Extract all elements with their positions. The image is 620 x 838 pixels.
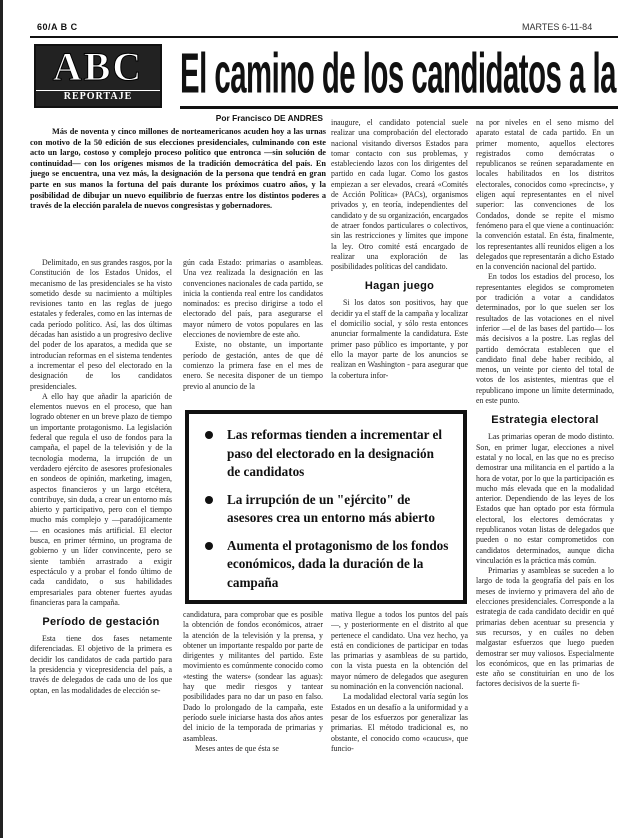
subheading-hagan-juego: Hagan juego [364,280,435,293]
column-3-top [331,118,468,406]
paragraph: gún cada Estado: primarias o asambleas. Una vez realizada la designación en las convenciones nacionales de cada partido, se inicia la contienda real entre los candidatos nominados: es preciso dirigirse a todo el electorado del país, para asegurarse el mayor número de votos populares en las elecciones de noviembre de este año. [183,258,323,340]
paragraph: Meses antes de que ésta se [195,743,279,753]
paragraph: Delimitado, en sus grandes rasgos, por la Constitución de los Estados Unidos, el mecanismo de las presidenciales se ha visto sometido desde su nacimiento a múltiples revisiones tanto en las reglas de juego estatales y federales, como en las internas de cada período político. Así, las dos últimas décadas han asistido a un progresivo declive del poder de los aparatos, a medida que se introducían reformas en el sistema tendentes a incrementar el peso del electorado en la designación de los candidatos presidenciales. [30,258,172,391]
logo-mark: ABC [52,44,144,89]
paragraph: inaugure, el candidato potencial suele realizar una comprobación del electorado nacional visitando diversos Estados para tomar contacto con sus problemas, y estableciendo lazos con los dirigentes del partido en cada lugar. Como los gastos empiezan a ser elevados, creará «Comités de Acción Política» (PACs), organismos privados y, en teoría, independientes del candidato y de su organización, encargados de atraer fondos particulares o colectivos, sin las restricciones y límites que impone la ley. Otro comité está encargado de realizar una exploración de las posibilidades políticas del candidato. [331,118,468,272]
paragraph: mativa llegue a todos los puntos del país—, y posteriormente en el distrito al que pertenece el candidato. Una vez hecho, ya está en condiciones de participar en todas las primarias y asambleas de su partido, con la vista puesta en la obtención del mayor número de delegados que aseguren su nominación en la convención nacional. [331,610,468,692]
subheading-estrategia: Estrategia electoral [491,414,599,427]
paragraph: La modalidad electoral varía según los Estados en un desafío a la uniformidad y a pesar de los esfuerzos por generalizar las primarias. El método tradicional es, no obstante, el conocido como «caucus», que funcio- [331,692,468,753]
subheading-gestacion: Período de gestación [42,616,160,629]
paragraph: Si los datos son positivos, hay que decidir ya el staff de la campaña y localizar el domicilio social, y sólo resta entonces anunciar formalmente la candidatura. Este primer paso público es importante, y por ello la mayor parte de los anuncios se realizan en Washington - para asegurar que la cobertura infor- [331,298,468,380]
bullet-icon [205,431,213,439]
highlight-text: Aumenta el protagonismo de los fondos económicos, dada la duración de la campaña [227,537,449,590]
highlight-item [205,426,449,482]
paragraph: En todos los estadios del proceso, los representantes elegidos se comprometen por tradición a votar a candidatos determinados, por lo que suelen ser los resultados de las votaciones en el nivel inferior —el de las bases del partido— los más decisivos a la postre. Las reglas del partido demócrata establecen que el candidato final debe haber recibido, al menos, un veinte por ciento del total de votos de los asistentes, mientras que el republicano impone un límite determinado, en este punto. [476,272,614,406]
column-1 [30,258,172,780]
highlight-item [205,537,449,593]
header-rule [30,36,618,38]
highlights-box [185,410,467,604]
paragraph: na por niveles en el seno mismo del aparato estatal de cada partido. En un primer momento, aquellos electores registrados como demócratas o republicanos se reúnen separadamente en locales habilitados en los distritos electorales, conocidos como «precincts», y eligen aquí representantes en el nivel superior: las convenciones de los Condados, donde se repite el mismo fenómeno para el que viene a continuación: la convención estatal. En ésta, finalmente, los representantes allí reunidos eligen a los delegados que representarán a dicho Estado en la convención nacional del partido. [476,118,614,272]
paragraph: A ello hay que añadir la aparición de elementos nuevos en el proceso, que han logrado obtener en un breve plazo de tiempo un importante protagonismo. La legislación federal que regula el uso de fondos para la campaña, el papel de la televisión y de la tecnología moderna, la irrupción de un verdadero ejército de asesores profesionales en sondeos de opinión, marketing, imagen, aspectos financieros y un largo etcétera, contribuye, sin duda, a crear un entorno más abierto y participativo, pero con el tiempo mucho más complejo y —paradójicamente— en ocasiones más artificial. El elector busca, en primer término, un programa de gobierno y un líder convincente, pero se siente también arrastrado a exigir espectáculo y a probar el fondo último de cada candidato, o sus habilidades empresariales para obtener fuertes ayudas financieras para la campaña. [30,391,172,607]
bullet-icon [205,496,213,504]
column-2-top [183,258,323,405]
column-3-bottom [331,610,468,780]
bullet-icon [205,542,213,550]
highlight-text: La irrupción de un "ejército" de asesores crea un entorno más abierto [227,491,435,525]
column-2-bottom [183,610,323,780]
abc-reportaje-logo [34,44,162,108]
headline: El camino de los candidatos a la [180,41,616,105]
issue-date: MARTES 6-11-84 [522,22,593,32]
headline-container [180,41,616,106]
paragraph: Esta tiene dos fases netamente diferenciadas. El objetivo de la primera es decidir los candidatos de cada partido para la presidencia y vicepresidencia del país, a través de delegados de cada uno de los que optan, en las modalidades de elección se- [30,634,172,695]
paragraph: Primarias y asambleas se suceden a lo largo de toda la geografía del país en los meses de invierno y primavera del año de elecciones presidenciales. Corresponde a la estrategia de cada candidato decidir en qué primarias deben acentuar su presencia y sus recursos, y en cuáles no deben malgastar esfuerzos que luego pueden demostrar ser muy valiosos. Especialmente los económicos, que en las primarias de este año se constituirían en uno de los factores decisivos de la suerte fi- [476,566,614,689]
headline-rule [180,106,618,109]
byline: Por Francisco DE ANDRES [215,113,323,123]
paragraph: candidatura, para comprobar que es posible la obtención de fondos económicos, atraer la atención de la televisión y la prensa, y obtener un importante respaldo por parte de dirigentes y militantes del partido. Este movimiento es comúnmente conocido como «testing the waters» (sondear las aguas): hay que medir riesgos y tantear posibilidades para no dar un paso en falso. Dado lo prolongado de la campaña, este período suele iniciarse hasta dos años antes del inicio de la temporada de primarias y asambleas. [183,610,323,743]
paragraph: Existe, no obstante, un importante período de gestación, antes de que dé comienzo la primera fase en el mes de enero. Se necesita disponer de un tiempo previo al anuncio de la [183,340,323,391]
highlight-text: Las reformas tienden a incrementar el paso del electorado en la designación de candidatos [227,427,442,479]
lede-paragraph: Más de noventa y cinco millones de norteamericanos acuden hoy a las urnas con motivo de la 50 edición de sus elecciones presidenciales, culminando con este acto un largo, costoso y complejo proceso político que entronca —sin solución de continuidad— con los orígenes mismos de la tradición democrática del país. En juego se encuentra, una vez más, la designación de la persona que tendrá en gran parte en sus manos la fortuna del país durante los próximos cuatro años, y la posibilidad de dibujar un nuevo equilibrio de fuerzas entre los distintos poderes a través de la elección paralela de nuevos congresistas y gobernadores. [30,127,326,211]
paragraph: Las primarias operan de modo distinto. Son, en primer lugar, elecciones a nivel estatal y no local, en las que no es preciso demostrar una militancia en el partido a la hora de votar, por lo que la participación es mucho más elevada que en la modalidad anterior. Dependiendo de las leyes de los Estados que han optado por esta fórmula electoral, los electores demócratas y republicanos votan listas de delegados que pueden o no estar comprometidos con candidatos determinados, aunque dicha vinculación es la práctica más común. [476,432,614,565]
page-folio: 60/A B C [37,22,78,32]
column-4 [476,118,614,790]
logo-section: REPORTAJE [36,90,160,104]
highlight-item [205,491,449,528]
page-edge [0,0,3,838]
